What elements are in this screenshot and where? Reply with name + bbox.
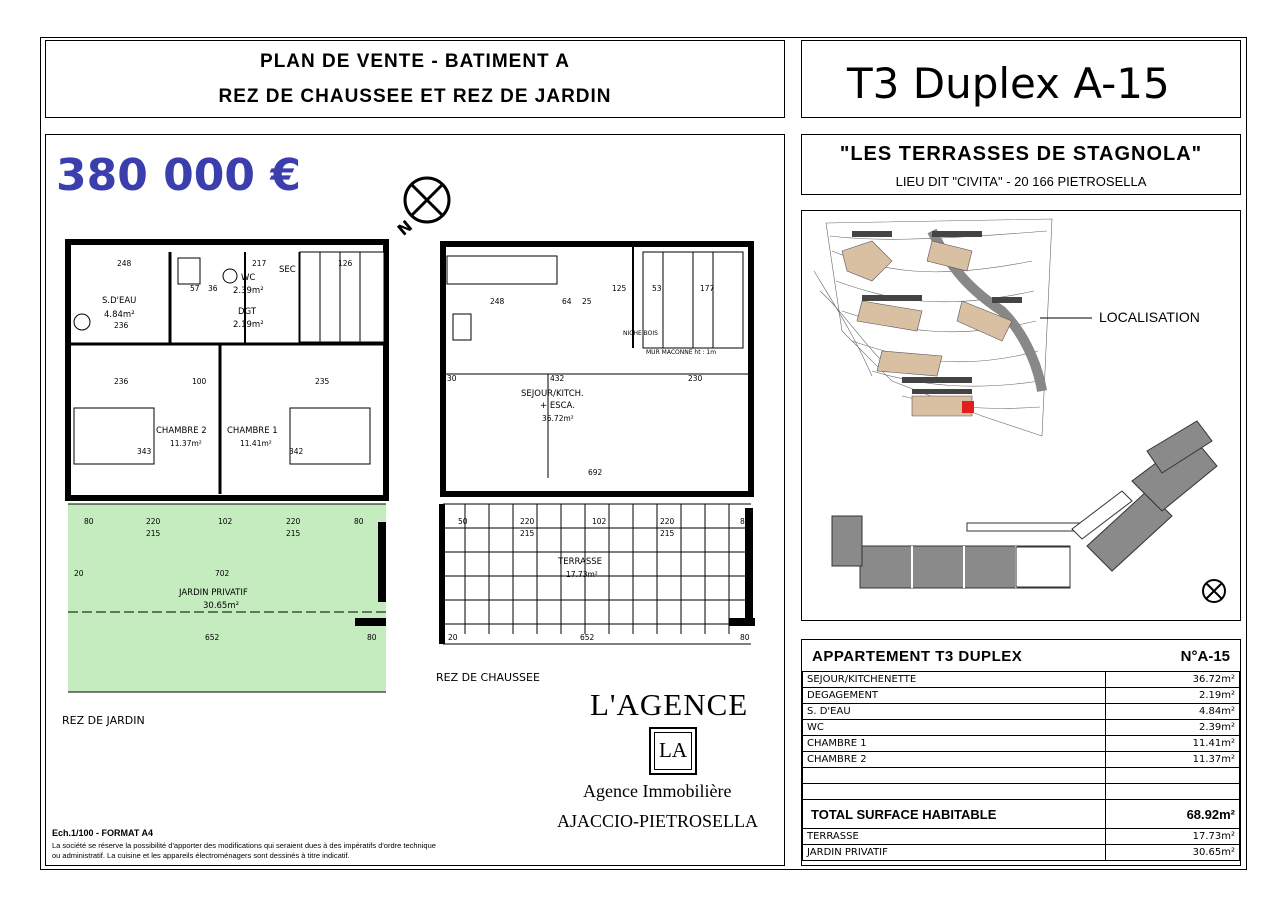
surface-table-box	[801, 639, 1241, 866]
niche-label: NICHE BOIS	[623, 330, 658, 337]
dim-label: 215	[660, 529, 675, 538]
dim-label: 343	[137, 447, 152, 456]
chambre1-area: 11.41m²	[240, 439, 272, 448]
dgt-area: 2.19m²	[233, 320, 264, 330]
room-label	[803, 784, 1106, 800]
dim-label: 177	[700, 284, 715, 293]
room-label: DEGAGEMENT	[803, 688, 1106, 704]
extra-label: JARDIN PRIVATIF	[803, 845, 1106, 861]
dim-label: 102	[218, 517, 233, 526]
surface-table-title: APPARTEMENT T3 DUPLEX	[812, 648, 1023, 665]
dim-label: 215	[286, 529, 301, 538]
sdeau-area: 4.84m²	[104, 310, 135, 320]
wc-area: 2.39m²	[233, 286, 264, 296]
dim-label: 102	[592, 517, 607, 526]
terrasse-area: 17.73m²	[566, 570, 598, 579]
room-value: 2.19m²	[1106, 688, 1240, 704]
extra-value: 30.65m²	[1106, 845, 1240, 861]
dim-label: 220	[660, 517, 675, 526]
dim-label: 30	[447, 374, 457, 383]
table-row	[803, 736, 1240, 752]
table-row	[803, 672, 1240, 688]
dim-label: 20	[74, 569, 84, 578]
dim-label: 215	[146, 529, 161, 538]
extra-value: 17.73m²	[1106, 829, 1240, 845]
localisation-box	[801, 210, 1241, 621]
chambre2-label: CHAMBRE 2	[156, 426, 207, 436]
wc-label: WC	[241, 273, 256, 283]
project-address: LIEU DIT "CIVITA" - 20 166 PIETROSELLA	[895, 174, 1147, 189]
agency-monogram-logo	[649, 727, 697, 775]
dim-label: 248	[117, 259, 132, 268]
jardin-label: JARDIN PRIVATIF	[179, 588, 248, 598]
project-box	[801, 134, 1241, 195]
dim-label: 432	[550, 374, 565, 383]
chambre2-area: 11.37m²	[170, 439, 202, 448]
dim-label: 80	[354, 517, 364, 526]
dim-label: 80	[367, 633, 377, 642]
room-label	[803, 768, 1106, 784]
dim-label: 215	[520, 529, 535, 538]
dim-label: 217	[252, 259, 267, 268]
dim-label: 652	[580, 633, 595, 642]
svg-text:N: N	[393, 216, 417, 240]
room-label: CHAMBRE 1	[803, 736, 1106, 752]
dim-label: 248	[490, 297, 505, 306]
room-value	[1106, 768, 1240, 784]
surface-table	[802, 671, 1240, 861]
unit-title-box	[801, 40, 1241, 118]
rez-de-jardin-label: REZ DE JARDIN	[62, 714, 145, 727]
title-box	[45, 40, 785, 118]
room-label: CHAMBRE 2	[803, 752, 1106, 768]
sdeau-label: S.D'EAU	[102, 296, 137, 306]
price: 380 000 €	[56, 150, 301, 201]
room-value	[1106, 784, 1240, 800]
unit-title: T3 Duplex A-15	[847, 59, 1170, 108]
dim-label: 36	[208, 284, 218, 293]
dim-label: 64	[562, 297, 572, 306]
table-row	[803, 720, 1240, 736]
north-arrow-icon	[390, 172, 460, 242]
rez-de-chaussee-label: REZ DE CHAUSSEE	[436, 671, 540, 684]
table-row	[803, 768, 1240, 784]
room-value: 2.39m²	[1106, 720, 1240, 736]
disclaimer-line1: La société se réserve la possibilité d'apporter des modifications qui seraient dues à des impératifs d'ordre technique	[52, 841, 436, 850]
agency-line2: AJACCIO-PIETROSELLA	[557, 811, 758, 831]
room-value: 36.72m²	[1106, 672, 1240, 688]
sec-label: SEC	[279, 265, 296, 275]
plan-rez-de-jardin	[60, 238, 390, 698]
dgt-label: DGT	[238, 307, 257, 317]
table-row	[803, 688, 1240, 704]
table-row	[803, 829, 1240, 845]
agency-monogram-text: LA	[659, 738, 687, 762]
dim-label: 220	[520, 517, 535, 526]
dim-label: 80	[740, 517, 750, 526]
total-row	[803, 800, 1240, 829]
room-label: S. D'EAU	[803, 704, 1106, 720]
room-value: 11.41m²	[1106, 736, 1240, 752]
dim-label: 57	[190, 284, 200, 293]
dim-label: 220	[286, 517, 301, 526]
localisation-label: LOCALISATION	[1099, 309, 1200, 325]
table-row	[803, 784, 1240, 800]
table-row	[803, 752, 1240, 768]
table-row	[803, 704, 1240, 720]
room-label: SEJOUR/KITCHENETTE	[803, 672, 1106, 688]
dim-label: 236	[114, 321, 129, 330]
dim-label: 692	[588, 468, 603, 477]
dim-label: 220	[146, 517, 161, 526]
project-name: "LES TERRASSES DE STAGNOLA"	[839, 143, 1203, 165]
extra-label: TERRASSE	[803, 829, 1106, 845]
agency-line1: Agence Immobilière	[583, 781, 732, 801]
mur-label: MUR MACONNE ht : 1m	[646, 349, 717, 356]
dim-label: 53	[652, 284, 662, 293]
table-row	[803, 845, 1240, 861]
disclaimer-line2: ou administratif. La cuisine et les appareils électroménagers sont dessinés à titre indicatif.	[52, 851, 350, 860]
dim-label: 125	[612, 284, 627, 293]
room-value: 4.84m²	[1106, 704, 1240, 720]
total-value: 68.92m²	[1106, 800, 1240, 829]
sejour-sub: + ESCA.	[540, 401, 575, 411]
chambre1-label: CHAMBRE 1	[227, 426, 278, 436]
room-label: WC	[803, 720, 1106, 736]
dim-label: 80	[740, 633, 750, 642]
site-plan-map	[802, 211, 1240, 620]
dim-label: 702	[215, 569, 230, 578]
title-line2: REZ DE CHAUSSEE ET REZ DE JARDIN	[218, 86, 612, 107]
dim-label: 236	[114, 377, 129, 386]
dim-label: 652	[205, 633, 220, 642]
sejour-area: 36.72m²	[542, 414, 574, 423]
agency-name: L'AGENCE	[590, 687, 749, 722]
total-label: TOTAL SURFACE HABITABLE	[803, 800, 1106, 829]
dim-label: 20	[448, 633, 458, 642]
dim-label: 126	[338, 259, 353, 268]
dim-label: 50	[458, 517, 468, 526]
terrasse-label: TERRASSE	[558, 557, 603, 567]
jardin-area: 30.65m²	[203, 601, 240, 611]
surface-table-number: N°A-15	[1180, 648, 1230, 665]
dim-label: 342	[289, 447, 304, 456]
dim-label: 100	[192, 377, 207, 386]
dim-label: 80	[84, 517, 94, 526]
sejour-label: SEJOUR/KITCH.	[521, 389, 584, 399]
room-value: 11.37m²	[1106, 752, 1240, 768]
plan-rez-de-chaussee	[433, 238, 763, 658]
scale-label: Ech.1/100 - FORMAT A4	[52, 828, 154, 838]
dim-label: 230	[688, 374, 703, 383]
dim-label: 25	[582, 297, 592, 306]
dim-label: 235	[315, 377, 330, 386]
title-line1: PLAN DE VENTE - BATIMENT A	[260, 51, 570, 72]
